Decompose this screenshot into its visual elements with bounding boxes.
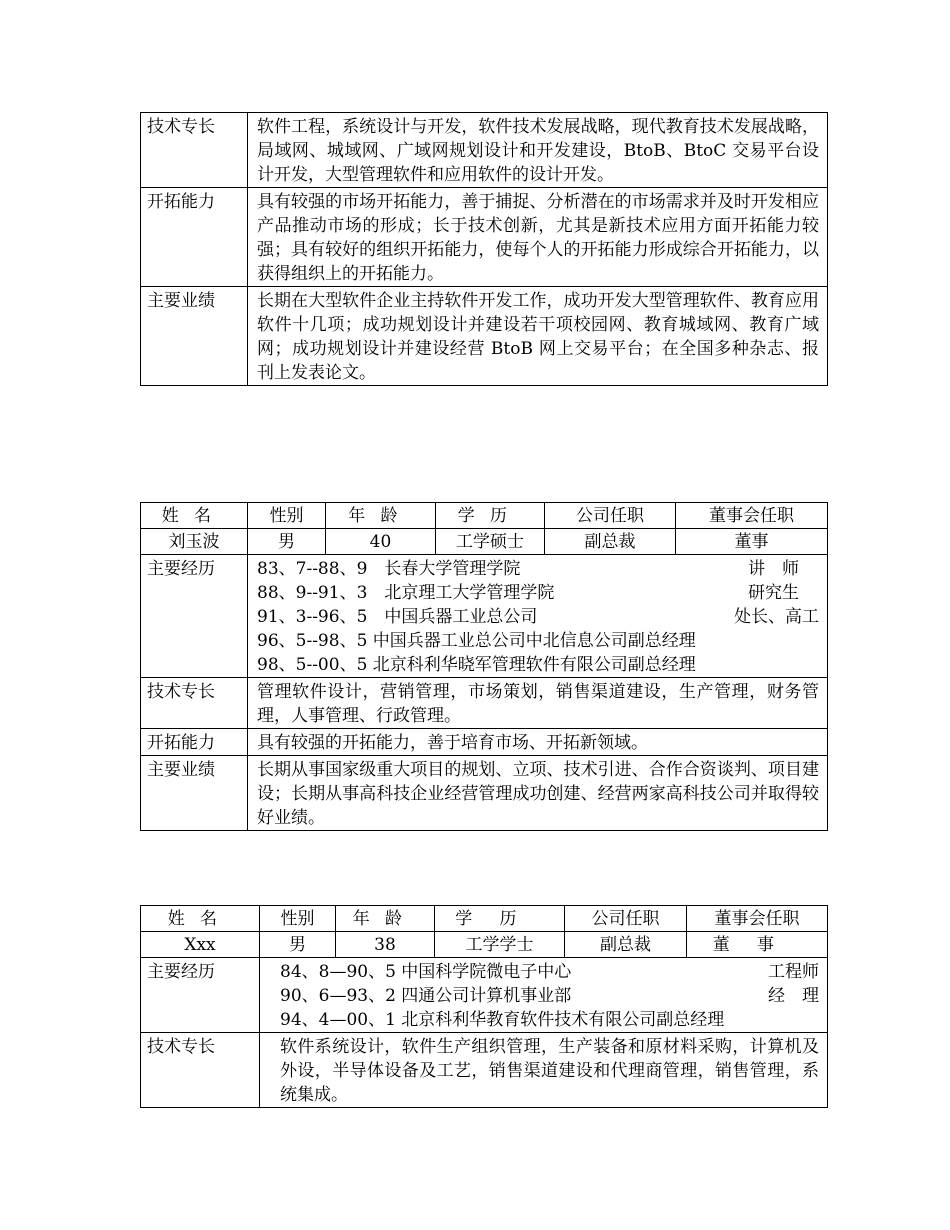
value-row: [141, 529, 828, 555]
table-row: [141, 729, 828, 756]
experience-entry: 83、7--88、9 长春大学管理学院 讲 师: [257, 559, 799, 579]
table-row: [141, 113, 828, 188]
header-age: 年龄: [336, 906, 435, 932]
header-board-post: 董事会任职: [687, 906, 828, 932]
value-company-post: 副总裁: [565, 932, 687, 958]
value-age: 40: [326, 529, 436, 555]
table-row: [141, 958, 828, 1033]
header-company-post: 公司任职: [545, 503, 676, 529]
profile-table-2: [140, 502, 828, 831]
header-board-post: 董事会任职: [676, 503, 828, 529]
header-gender: 性别: [248, 503, 326, 529]
row-label-achievements: 主要业绩: [141, 756, 248, 831]
experience-entry: 96、5--98、5 中国兵器工业总公司中北信息公司副总经理: [257, 631, 696, 651]
header-row: [141, 906, 828, 932]
table-row: [141, 678, 828, 729]
row-label-tech: 技术专长: [141, 678, 248, 729]
table-row: [141, 756, 828, 831]
header-name: 姓名: [141, 503, 248, 529]
table-row: [141, 188, 828, 287]
value-board-post: 董事: [687, 932, 828, 958]
row-label-experience: 主要经历: [141, 958, 260, 1033]
profile-table-1: [140, 112, 828, 386]
value-education: 工学学士: [435, 932, 565, 958]
experience-entry: 84、8—90、5 中国科学院微电子中心 工程师: [280, 962, 819, 982]
value-age: 38: [336, 932, 435, 958]
experience-entry: 94、4—00、1 北京科利华教育软件技术有限公司副总经理: [280, 1010, 725, 1030]
value-name: 刘玉波: [141, 529, 248, 555]
experience-entry: 98、5--00、5 北京科利华晓军管理软件有限公司副总经理: [257, 655, 696, 675]
experience-entry: 88、9--91、3 北京理工大学管理学院 研究生: [257, 583, 799, 603]
table-row: [141, 1033, 828, 1108]
experience-list: [260, 958, 828, 1033]
header-age: 年龄: [326, 503, 436, 529]
text-block: 长期在大型软件企业主持软件开发工作，成功开发大型管理软件、教育应用软件十几项；成功规划设计并建设若干项校园网、教育城域网、教育广域网；成功规划设计并建设经营 BtoB 网上交易平台；在全国多种杂志、报刊上发表论文。: [257, 291, 819, 383]
value-name: Xxx: [141, 932, 260, 958]
row-label-expansion: 开拓能力: [141, 729, 248, 756]
header-gender: 性别: [260, 906, 336, 932]
row-text-tech: [248, 113, 828, 188]
table-row: [141, 555, 828, 678]
value-gender: 男: [260, 932, 336, 958]
header-row: [141, 503, 828, 529]
header-name: 姓名: [141, 906, 260, 932]
row-text-expansion: 具有较强的开拓能力，善于培育市场、开拓新领域。: [248, 729, 828, 756]
row-label-achievements: 主要业绩: [141, 287, 248, 386]
experience-entry: 90、6—93、2 四通公司计算机事业部 经 理: [280, 986, 819, 1006]
row-label-tech: 技术专长: [141, 1033, 260, 1108]
value-education: 工学硕士: [436, 529, 545, 555]
value-board-post: 董事: [676, 529, 828, 555]
table-row: [141, 287, 828, 386]
value-row: [141, 932, 828, 958]
row-text-tech: 管理软件设计，营销管理，市场策划，销售渠道建设，生产管理，财务管理，人事管理、行政管理。: [248, 678, 828, 729]
profile-table-3: [140, 905, 828, 1108]
row-text-achievements: 长期从事国家级重大项目的规划、立项、技术引进、合作合资谈判、项目建设；长期从事高科技企业经营管理成功创建、经营两家高科技公司并取得较好业绩。: [248, 756, 828, 831]
header-company-post: 公司任职: [565, 906, 687, 932]
header-education: 学历: [435, 906, 565, 932]
experience-entry: 91、3--96、5 中国兵器工业总公司 处长、高工: [257, 607, 819, 627]
experience-list: [248, 555, 828, 678]
row-label-experience: 主要经历: [141, 555, 248, 678]
row-text-achievements: [248, 287, 828, 386]
row-label-tech: 技术专长: [141, 113, 248, 188]
row-text-tech: 软件系统设计，软件生产组织管理，生产装备和原材料采购，计算机及外设，半导体设备及工艺，销售渠道建设和代理商管理，销售管理，系统集成。: [260, 1033, 828, 1108]
header-education: 学历: [436, 503, 545, 529]
text-line: 软件工程，系统设计与开发，软件技术发展战略，现代教育技术发展战略，局域网、城域网、广域网规划设计和开发建设，BtoB、BtoC 交易平台设计开发，大型管理软件和应用软件的设计开发。: [257, 117, 819, 185]
row-label-expansion: 开拓能力: [141, 188, 248, 287]
text-block: 具有较强的市场开拓能力，善于捕捉、分析潜在的市场需求并及时开发相应产品推动市场的形成；长于技术创新，尤其是新技术应用方面开拓能力较强；具有较好的组织开拓能力，使每个人的开拓能力形成综合开拓能力，以获得组织上的开拓能力。: [257, 192, 819, 284]
row-text-expansion: [248, 188, 828, 287]
value-gender: 男: [248, 529, 326, 555]
value-company-post: 副总裁: [545, 529, 676, 555]
